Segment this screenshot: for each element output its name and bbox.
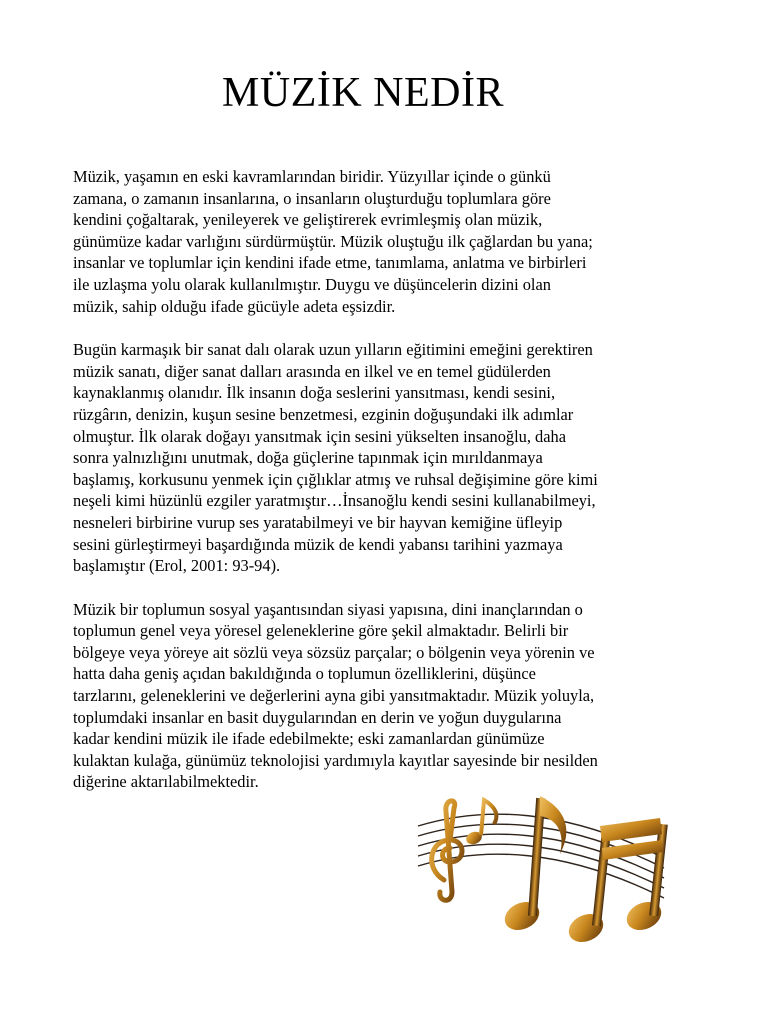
music-notes-icon: [414, 788, 674, 948]
paragraph-3: Müzik bir toplumun sosyal yaşantısından siyasi yapısına, dini inançlarından o toplumun genel veya yöresel geleneklerine göre şekil almaktadır. Belirli bir bölgeye veya yöreye ait sözlü veya sözsüz parçalar; o bölgenin veya yörenin ve hatta daha geniş açıdan bakıldığında o toplumun özelliklerini, düşünce tarzlarını, geleneklerini ve değerlerini ayna gibi yansıtmaktadır. Müzik yoluyla, toplumdaki insanlar en basit duygularından en derin ve yoğun duygularına kadar kendini müzik ile ifade edebilmekte; eski zamanlardan günümüze kulaktan kulağa, günümüz teknolojisi yardımıyla kayıtlar sayesinde bir nesilden diğerine aktarılabilmektedir.: [73, 599, 598, 792]
page-title: MÜZİK NEDİR: [222, 70, 504, 116]
paragraph-1: Müzik, yaşamın en eski kavramlarından biridir. Yüzyıllar içinde o günkü zamana, o zamanın insanlarına, o insanların oluşturduğu toplumlara göre kendini çoğaltarak, yenileyerek ve geliştirerek evrimleşmiş olan müzik, günümüze kadar varlığını sürdürmüştür. Müzik oluştuğu ilk çağlardan bu yana; insanlar ve toplumlar için kendini ifade etme, tanımlama, anlatma ve birbirleri ile uzlaşma yolu olarak kullanılmıştır. Duygu ve düşüncelerin dizini olan müzik, sahip olduğu ifade gücüyle adeta eşsizdir.: [73, 167, 593, 316]
document-body: [73, 166, 701, 815]
paragraph-2: Bugün karmaşık bir sanat dalı olarak uzun yılların eğitimini emeğini gerektiren müzik sanatı, diğer sanat dalları arasında en ilkel ve en temel güdülerden kaynaklanmış olanıdır. İlk insanın doğa seslerini yansıtması, kendi sesini, rüzgârın, denizin, kuşun sesine benzetmesi, ezginin doğuşundaki ilk adımlar olmuştur. İlk olarak doğayı yansıtmak için sesini yükselten insanoğlu, daha sonra yalnızlığını unutmak, doğa güçlerine tapınmak için mırıldanmaya başlamış, korkusunu yenmek için çığlıklar atmış ve ruhsal değişimine göre kimi neşeli kimi hüzünlü ezgiler yaratmıştır…İnsanoğlu kendi sesini kullanabilmeyi, nesneleri birbirine vurup ses yaratabilmeyi ve bir hayvan kemiğine üfleyip sesini gürleştirmeyi başardığında müzik de kendi yabansı tarihini yazmaya başlamıştır (Erol, 2001: 93-94).: [73, 340, 598, 576]
